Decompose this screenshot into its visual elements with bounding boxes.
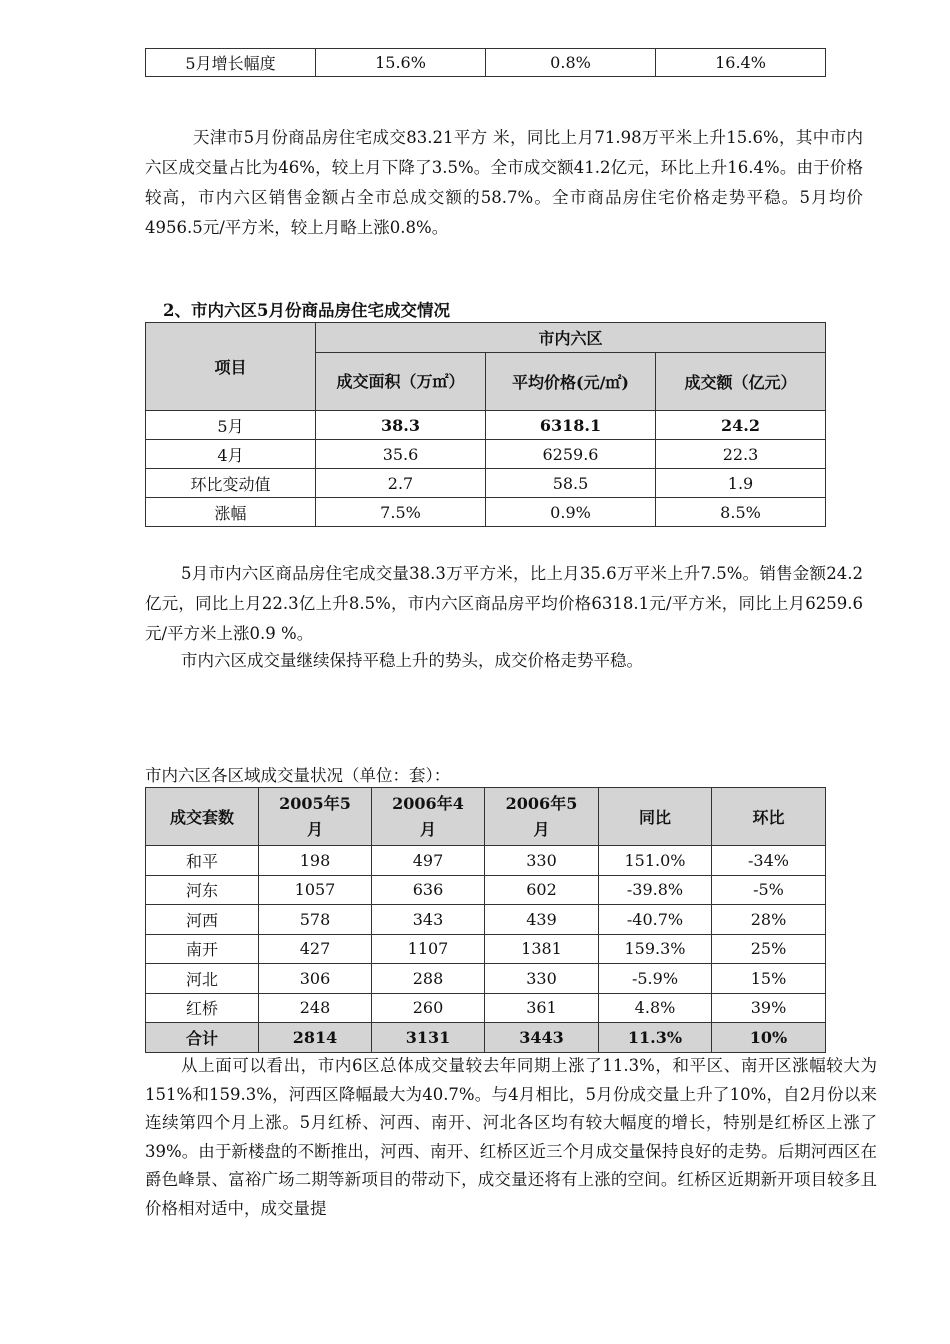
paragraph-analysis: 从上面可以看出，市内6区总体成交量较去年同期上涨了11.3%，和平区、南开区涨幅较大为151%和159.3%，河西区降幅最大为40.7%。与4月相比，5月份成交量上升了10%，自2月份以来连续第四个月上涨。5月红桥、河西、南开、河北各区均有较大幅度的增长，特别是红桥区上涨了39%。由于新楼盘的不断推出，河西、南开、红桥区近三个月成交量保持良好的走势。后期河西区在爵色峰景、富裕广场二期等新项目的带动下，成交量还将有上涨的空间。红桥区近期新开项目较多且价格相对适中，成交量提 <box>145 1056 877 1218</box>
table-row <box>146 49 826 77</box>
column-header: 环比 <box>712 788 826 846</box>
table-caption: 市内六区各区域成交量状况（单位：套）： <box>145 766 451 785</box>
table-cell: 248 <box>259 993 372 1023</box>
table-row <box>146 875 826 905</box>
table-cell: 3443 <box>485 1023 599 1053</box>
row-label: 河西 <box>146 905 259 935</box>
table-cell: 28% <box>712 905 826 935</box>
table-cell: 11.3% <box>599 1023 712 1053</box>
table-cell: 58.5 <box>486 469 656 498</box>
table-cell: 343 <box>372 905 485 935</box>
table-cell: -40.7% <box>599 905 712 935</box>
table-cell: 1381 <box>485 934 599 964</box>
table-cell: 7.5% <box>316 498 486 527</box>
table-cell: 578 <box>259 905 372 935</box>
row-label: 河东 <box>146 875 259 905</box>
table-cell: 439 <box>485 905 599 935</box>
table-cell: 38.3 <box>316 411 486 440</box>
table-row <box>146 993 826 1023</box>
row-label: 5月增长幅度 <box>146 49 316 77</box>
column-header: 2006年5月 <box>485 788 599 846</box>
table-cell: -5% <box>712 875 826 905</box>
table-cell: 6259.6 <box>486 440 656 469</box>
paragraph-six-districts: 5月市内六区商品房住宅成交量38.3万平方米，比上月35.6万平米上升7.5%。销售金额24.2亿元，同比上月22.3亿上升8.5%，市内六区商品房平均价格6318.1元/平方米，同比上月6259.6元/平方米上涨0.9 %。 <box>145 564 863 643</box>
table-cell: -39.8% <box>599 875 712 905</box>
table-cell: 198 <box>259 846 372 876</box>
table-cell: 0.8% <box>486 49 656 77</box>
column-header: 平均价格(元/㎡) <box>486 353 656 411</box>
row-label: 涨幅 <box>146 498 316 527</box>
table-row <box>146 440 826 469</box>
row-label: 环比变动值 <box>146 469 316 498</box>
table-cell: 151.0% <box>599 846 712 876</box>
total-row <box>146 1023 826 1053</box>
table-cell: 35.6 <box>316 440 486 469</box>
header-row <box>146 788 826 846</box>
table-cell: 16.4% <box>656 49 826 77</box>
table-cell: 10% <box>712 1023 826 1053</box>
table-row <box>146 411 826 440</box>
six-districts-table <box>145 322 826 527</box>
growth-table <box>145 48 826 77</box>
table-row <box>146 846 826 876</box>
row-label: 合计 <box>146 1023 259 1053</box>
table-cell: 39% <box>712 993 826 1023</box>
row-label: 红桥 <box>146 993 259 1023</box>
section-heading: 2、市内六区5月份商品房住宅成交情况 <box>163 301 450 320</box>
row-label: 4月 <box>146 440 316 469</box>
table-cell: 159.3% <box>599 934 712 964</box>
paragraph-city-summary: 天津市5月份商品房住宅成交83.21平方 米，同比上月71.98万平米上升15.6%，其中市内六区成交量占比为46%，较上月下降了3.5%。全市成交额41.2亿元，环比上升16.4%。由于价格较高，市内六区销售金额占全市总成交额的58.7%。全市商品房住宅价格走势平稳。5月均价4956.5元/平方米，较上月略上涨0.8%。 <box>145 128 863 237</box>
table-row <box>146 964 826 994</box>
table-cell: 4.8% <box>599 993 712 1023</box>
table-cell: 497 <box>372 846 485 876</box>
paragraph-trend: 市内六区成交量继续保持平稳上升的势头，成交价格走势平稳。 <box>181 651 643 670</box>
column-header: 同比 <box>599 788 712 846</box>
group-header: 市内六区 <box>316 323 826 353</box>
table-row <box>146 905 826 935</box>
table-cell: 0.9% <box>486 498 656 527</box>
table-cell: 1107 <box>372 934 485 964</box>
table-cell: 24.2 <box>656 411 826 440</box>
table-cell: 636 <box>372 875 485 905</box>
table-cell: 260 <box>372 993 485 1023</box>
column-header: 成交套数 <box>146 788 259 846</box>
row-label: 和平 <box>146 846 259 876</box>
district-volume-table <box>145 787 826 1053</box>
row-label: 河北 <box>146 964 259 994</box>
table-cell: 361 <box>485 993 599 1023</box>
table-cell: 2.7 <box>316 469 486 498</box>
table-cell: 602 <box>485 875 599 905</box>
table-cell: 1.9 <box>656 469 826 498</box>
table-cell: 2814 <box>259 1023 372 1053</box>
table-cell: 15% <box>712 964 826 994</box>
table-cell: 1057 <box>259 875 372 905</box>
table-row <box>146 934 826 964</box>
table-cell: 427 <box>259 934 372 964</box>
table-cell: 330 <box>485 964 599 994</box>
table-row <box>146 469 826 498</box>
row-label: 南开 <box>146 934 259 964</box>
column-header: 2006年4月 <box>372 788 485 846</box>
table-cell: 306 <box>259 964 372 994</box>
column-header: 成交面积（万㎡） <box>316 353 486 411</box>
table-cell: -34% <box>712 846 826 876</box>
table-cell: 8.5% <box>656 498 826 527</box>
table-cell: -5.9% <box>599 964 712 994</box>
column-header: 成交额（亿元） <box>656 353 826 411</box>
table-row <box>146 498 826 527</box>
row-label: 5月 <box>146 411 316 440</box>
table-cell: 6318.1 <box>486 411 656 440</box>
table-cell: 22.3 <box>656 440 826 469</box>
item-header: 项目 <box>146 323 316 411</box>
table-cell: 15.6% <box>316 49 486 77</box>
table-cell: 330 <box>485 846 599 876</box>
table-cell: 3131 <box>372 1023 485 1053</box>
table-cell: 25% <box>712 934 826 964</box>
table-cell: 288 <box>372 964 485 994</box>
column-header: 2005年5月 <box>259 788 372 846</box>
